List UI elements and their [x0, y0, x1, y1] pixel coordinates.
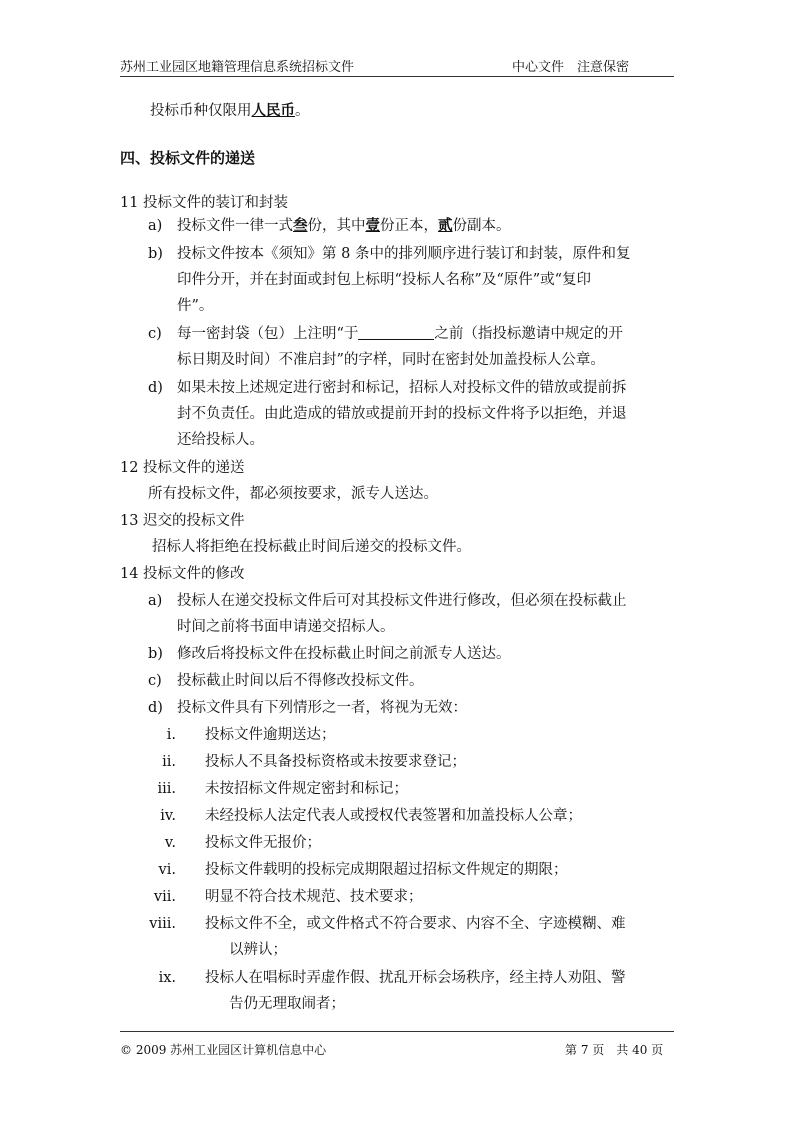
roman-marker: iv. [160, 808, 176, 824]
roman-marker: v. [164, 835, 176, 851]
s14-c-marker: c) [148, 673, 162, 689]
s14-d-text: 投标文件具有下列情形之一者，将视为无效： [177, 700, 467, 716]
s14-b-text: 修改后将投标文件在投标截止时间之前派专人送达。 [177, 646, 511, 662]
currency-value: 人民币 [251, 102, 295, 119]
roman-item: 投标文件载明的投标完成期限超过招标文件规定的期限； [205, 862, 568, 878]
roman-item-cont: 以辨认； [229, 942, 287, 958]
roman-marker: i. [166, 727, 176, 743]
header-rule [120, 76, 674, 77]
footer-copyright: © 2009 苏州工业园区计算机信息中心 [120, 1043, 327, 1057]
roman-marker: viii. [149, 916, 176, 932]
s14-d-marker: d) [148, 700, 163, 716]
currency-pre: 投标币种仅限用 [150, 103, 252, 119]
s11-c-part: 之前（指投标邀请中规定的开 [434, 326, 623, 342]
date-blank [358, 325, 434, 340]
footer-rule [120, 1031, 674, 1032]
roman-item: 投标文件逾期送达； [205, 727, 336, 743]
s11-a-part: 投标文件一律一式 [177, 218, 293, 234]
s14-a-line1: 投标人在递交投标文件后可对其投标文件进行修改，但必须在投标截止 [177, 593, 627, 609]
currency-post: 。 [295, 103, 310, 119]
s11-a-part: 份，其中 [307, 218, 366, 234]
s11-d-line3: 还给投标人。 [177, 432, 264, 448]
s14-title: 14 投标文件的修改 [120, 566, 245, 582]
s13-body: 招标人将拒绝在投标截止时间后递交的投标文件。 [152, 539, 471, 555]
roman-marker: vii. [153, 889, 176, 905]
s11-b-line1: 投标文件按本《须知》第 8 条中的排列顺序进行装订和封装，原件和复 [177, 246, 631, 262]
s13-title: 13 迟交的投标文件 [120, 513, 245, 529]
s14-a-line2: 时间之前将书面申请递交招标人。 [177, 619, 395, 635]
s11-c-line2: 标日期及时间）不准启封”的字样，同时在密封处加盖投标人公章。 [177, 352, 605, 368]
s11-a-part: 份正本， [380, 218, 438, 234]
s11-d-line2: 封不负责任。由此造成的错放或提前开封的投标文件将予以拒绝，并退 [177, 406, 627, 422]
roman-item: 投标人不具备投标资格或未按要求登记； [205, 754, 466, 770]
s12-body: 所有投标文件，都必须按要求，派专人送达。 [148, 486, 438, 502]
s11-c-marker: c) [148, 326, 162, 342]
s11-a-part: 份副本。 [452, 218, 511, 234]
s11-d-line1: 如果未按上述规定进行密封和标记，招标人对投标文件的错放或提前拆 [177, 380, 627, 396]
roman-item: 投标文件无报价； [205, 835, 321, 851]
s11-b-line3: 件”。 [177, 298, 214, 314]
copy-count-total: 叁 [293, 217, 308, 234]
s11-b-line2: 印件分开，并在封面或封包上标明“投标人名称”及“原件”或“复印 [177, 272, 592, 288]
roman-item: 未经投标人法定代表人或授权代表签署和加盖投标人公章； [205, 808, 582, 824]
page-number: 第 7 页 共 40 页 [565, 1043, 664, 1057]
s14-a-marker: a) [148, 593, 163, 609]
roman-item: 未按招标文件规定密封和标记； [205, 781, 408, 797]
s11-b-marker: b) [148, 246, 163, 262]
section-title: 四、投标文件的递送 [120, 149, 256, 167]
s11-c-part: 每一密封袋（包）上注明“于 [177, 326, 359, 342]
roman-item: 投标文件不全，或文件格式不符合要求、内容不全、字迹模糊、难 [205, 916, 626, 932]
roman-marker: iii. [157, 781, 176, 797]
s11-a-marker: a) [148, 218, 163, 234]
copy-count-duplicate: 贰 [438, 217, 453, 234]
roman-marker: vi. [158, 862, 176, 878]
s11-a-text [177, 216, 511, 236]
roman-marker: ix. [158, 970, 176, 986]
s11-title: 11 投标文件的装订和封装 [120, 195, 289, 211]
s12-title: 12 投标文件的递送 [120, 460, 245, 476]
roman-item: 明显不符合技术规范、技术要求； [205, 889, 423, 905]
s11-d-marker: d) [148, 380, 163, 396]
s11-c-line1 [177, 324, 623, 344]
roman-marker: ii. [162, 754, 176, 770]
copy-count-original: 壹 [365, 217, 380, 234]
roman-item-cont: 告仍无理取闹者； [229, 996, 345, 1012]
header-confidential: 中心文件 注意保密 [512, 60, 630, 75]
roman-item: 投标人在唱标时弄虚作假、扰乱开标会场秩序，经主持人劝阻、警 [205, 970, 626, 986]
header-title: 苏州工业园区地籍管理信息系统招标文件 [120, 60, 355, 75]
s14-c-text: 投标截止时间以后不得修改投标文件。 [177, 673, 424, 689]
s14-b-marker: b) [148, 646, 163, 662]
currency-line [150, 101, 310, 121]
